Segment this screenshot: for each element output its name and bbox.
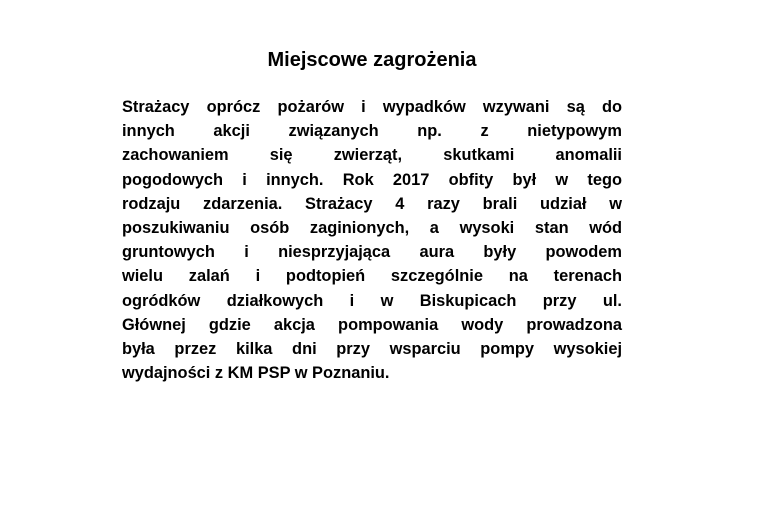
- paragraph-line: wielu zalań i podtopień szczególnie na terenach: [122, 267, 622, 286]
- paragraph-line: innych akcji związanych np. z nietypowym: [122, 122, 622, 141]
- page-title: Miejscowe zagrożenia: [267, 49, 477, 71]
- body-paragraph: [122, 95, 622, 385]
- paragraph-line: pogodowych i innych. Rok 2017 obfity był w tego: [122, 170, 622, 189]
- paragraph-line: wydajności z KM PSP w Poznaniu.: [122, 364, 390, 383]
- paragraph-line: gruntowych i niesprzyjająca aura były powodem: [122, 243, 622, 262]
- paragraph-line: Strażacy oprócz pożarów i wypadków wzywani są do: [122, 98, 622, 116]
- paragraph-line: rodzaju zdarzenia. Strażacy 4 razy brali udział w: [122, 194, 622, 213]
- paragraph-line: zachowaniem się zwierząt, skutkami anomalii: [122, 146, 622, 165]
- paragraph-line: Głównej gdzie akcja pompowania wody prowadzona: [122, 315, 622, 334]
- paragraph-line: ogródków działkowych i w Biskupicach przy ul.: [122, 291, 622, 310]
- paragraph-line: była przez kilka dni przy wsparciu pompy wysokiej: [122, 340, 622, 359]
- paragraph-line: poszukiwaniu osób zaginionych, a wysoki stan wód: [122, 219, 622, 238]
